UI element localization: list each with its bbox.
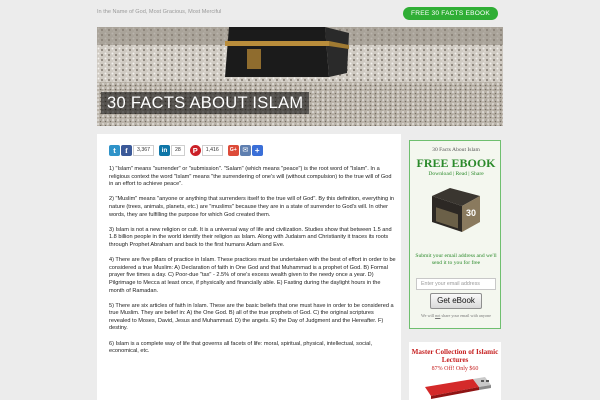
ebook-signup-widget xyxy=(409,140,501,329)
widget-description: Submit your email address and we'll send it to you for free xyxy=(415,253,497,266)
facebook-icon[interactable]: f xyxy=(121,145,132,156)
privacy-note: We will not share your email with anyone xyxy=(420,313,492,318)
usb-drive-icon xyxy=(415,375,495,400)
fact-paragraph: 5) There are six articles of faith in Islam. These are the basic beliefs that one must have in order to be considered a true Muslim. They are belief in: A) the One God. B) all of the true prophets of God. C) the original scriptures revealed to Moses, David, Jesus and Muhammad. D) the angels. E) the Day of Judgment and the Hereafter. F) destiny. xyxy=(109,302,394,332)
linkedin-count: 28 xyxy=(171,145,185,156)
promo-title: Master Collection of Islamic Lectures xyxy=(411,348,499,365)
email-field[interactable]: Enter your email address xyxy=(416,278,496,290)
free-ebook-button[interactable]: FREE 30 FACTS EBOOK xyxy=(403,7,498,20)
get-ebook-button[interactable]: Get eBook xyxy=(430,293,482,309)
facts-list xyxy=(109,166,396,363)
fact-paragraph: 1) "Islam" means "surrender" or "submission". "Salam" (which means "peace") is the root word of "Islam". In a religious context the word "Islam" means "the surrendering of one's will (without compulsion) to the true will of God in an effort to achieve peace". xyxy=(109,166,392,188)
email-icon[interactable]: ✉ xyxy=(240,145,251,156)
lectures-promo[interactable] xyxy=(409,342,501,400)
share-bar xyxy=(109,143,264,157)
top-bar xyxy=(0,0,600,27)
facebook-count: 3,367 xyxy=(133,145,154,156)
fact-paragraph: 4) There are five pillars of practice in Islam. These practices must be undertaken with the best of effort in order to be considered a true Muslim: A) Declaration of faith in One God and that Muhammad is a prophet of God. B) Formal prayer five times a day. C) Poor-due "tax" - 2.5% of one's excess wealth given to the needy once a year. D) Pilgrimage to Mecca at least once, if physically and financially able. E) Fasting during the daylight hours in the month of Ramadan. xyxy=(109,257,396,294)
pinterest-count: 1,416 xyxy=(202,145,223,156)
widget-subtitle: 30 Facts About Islam xyxy=(432,147,480,153)
article-content xyxy=(97,134,401,400)
linkedin-icon[interactable]: in xyxy=(159,145,170,156)
widget-title: FREE EBOOK xyxy=(416,156,496,170)
page-title: 30 FACTS ABOUT ISLAM xyxy=(101,92,309,114)
fact-paragraph: 2) "Muslim" means "anyone or anything that surrenders itself to the true will of God". By this definition, everything in nature (trees, animals, planets, etc.) are "muslims" because they are in a state of surrender to God's will. In other words, they are fulfilling the purpose for which God created them. xyxy=(109,196,394,218)
hero-banner xyxy=(97,27,503,126)
google-plus-icon[interactable]: G+ xyxy=(228,145,239,156)
ebook-cover-image xyxy=(426,186,486,234)
pinterest-icon[interactable]: P xyxy=(190,145,201,156)
widget-links[interactable]: Download | Read | Share xyxy=(428,171,484,177)
twitter-icon[interactable]: t xyxy=(109,145,120,156)
fact-paragraph: 6) Islam is a complete way of life that governs all facets of life: moral, spiritual, physical, intellectual, social, economical, etc. xyxy=(109,340,373,355)
promo-price: 87% Off! Only $60 xyxy=(431,366,479,372)
share-plus-icon[interactable]: + xyxy=(252,145,263,156)
ebook-cover-number: 30 xyxy=(466,208,477,218)
site-tagline: In the Name of God, Most Gracious, Most Merciful xyxy=(97,9,222,15)
fact-paragraph: 3) Islam is not a new religion or cult. It is a universal way of life and civilization. Studies show that between 1.5 and 1.8 billion people in the world identify their religion as Islam. Along with Judaism and Christianity it traces its roots through Prophet Abraham and back to the first humans Adam and Eve. xyxy=(109,226,392,248)
